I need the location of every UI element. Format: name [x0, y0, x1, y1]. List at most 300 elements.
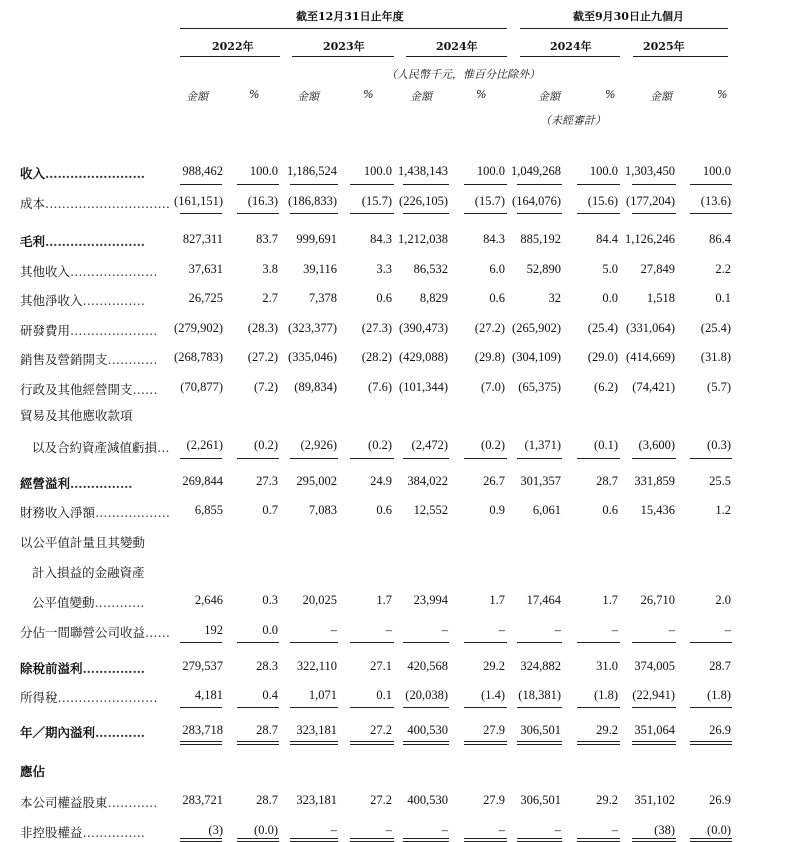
underline-rule [690, 458, 732, 459]
underline-rule [517, 642, 562, 643]
percent-cell: 2.2 [715, 262, 731, 276]
percent-cell: (7.0) [481, 380, 505, 394]
underline-rule [290, 642, 338, 643]
percent-cell: 84.4 [596, 232, 618, 246]
year-2024: 2024年 [436, 40, 478, 53]
amount-cell: 323,181 [296, 793, 337, 807]
leader-dots: … [157, 440, 170, 455]
amount-cell: 32 [548, 291, 561, 305]
amount-cell: 8,829 [419, 291, 448, 305]
amount-cell: (3) [208, 823, 223, 837]
percent-cell: 0.1 [376, 688, 392, 702]
amount-cell: (335,046) [288, 350, 337, 364]
amount-cell: (268,783) [174, 350, 223, 364]
underline-rule [690, 707, 732, 708]
percent-cell: (27.2) [247, 350, 278, 364]
row-label: 經營溢利…………… [20, 476, 133, 491]
leader-dots: …………………… [45, 234, 146, 249]
underline-rule [180, 642, 222, 643]
amount-cell: (414,669) [626, 350, 675, 364]
percent-cell: 0.6 [602, 503, 618, 517]
percent-cell: (6.2) [594, 380, 618, 394]
amount-cell: 2,646 [194, 593, 223, 607]
amount-cell: 988,462 [182, 164, 223, 178]
amount-cell: (74,421) [632, 380, 675, 394]
double-underline-rule [403, 741, 449, 745]
percent-cell: 28.3 [256, 659, 278, 673]
percent-cell: (0.1) [594, 438, 618, 452]
percent-cell: 86.4 [709, 232, 731, 246]
underline-rule [464, 458, 507, 459]
row-label: 計入損益的金融資產 [32, 565, 145, 580]
row-label: 本公司權益股東………… [20, 795, 158, 810]
amount-cell: 1,212,038 [398, 232, 448, 246]
underline-rule [350, 458, 394, 459]
amount-cell: 324,882 [520, 659, 561, 673]
amount-cell: 4,181 [194, 688, 223, 702]
percent-cell: (0.0) [254, 823, 278, 837]
underline-rule [632, 213, 676, 214]
amount-cell: (331,064) [626, 321, 675, 335]
percent-cell: 2.0 [715, 593, 731, 607]
underline-rule [180, 213, 222, 214]
underline-rule [350, 642, 394, 643]
percent-cell: 28.7 [256, 793, 278, 807]
underline-rule [632, 184, 676, 185]
underline-rule [290, 184, 338, 185]
leader-dots: …… [132, 382, 158, 397]
percent-cell: 6.0 [489, 262, 505, 276]
percent-cell: 5.0 [602, 262, 618, 276]
leader-dots: ………………………… [45, 196, 171, 211]
amount-cell: (186,833) [288, 194, 337, 208]
leader-dots: ………………… [70, 323, 158, 338]
double-underline-rule [237, 838, 279, 842]
double-underline-rule [403, 838, 449, 842]
amount-cell: 23,994 [413, 593, 448, 607]
amount-cell: 15,436 [640, 503, 675, 517]
row-label: 分佔一間聯營公司收益…… [20, 625, 171, 640]
header-group-9m: 截至9月30日止九個月 [573, 10, 684, 23]
percent-cell: 24.9 [370, 474, 392, 488]
amount-cell: 1,438,143 [398, 164, 448, 178]
amount-cell: – [554, 623, 561, 637]
leader-dots: ………… [94, 595, 145, 610]
amount-cell: 17,464 [526, 593, 561, 607]
year-rule-2024-9m [520, 56, 620, 57]
percent-cell: (1.4) [481, 688, 505, 702]
percent-cell: 27.1 [370, 659, 392, 673]
underline-rule [632, 642, 676, 643]
underline-rule [403, 707, 449, 708]
leader-dots: …………………… [57, 690, 158, 705]
percent-cell: 29.2 [596, 723, 618, 737]
amount-cell: 192 [204, 623, 223, 637]
row-label: 非控股權益…………… [20, 825, 146, 840]
year-rule-2023 [292, 56, 394, 57]
underline-rule [237, 458, 279, 459]
amount-col-header: 金額 [538, 90, 560, 103]
amount-cell: 400,530 [407, 793, 448, 807]
percent-cell: (7.6) [368, 380, 392, 394]
unit-note: （人民幣千元，惟百分比除外） [386, 68, 540, 81]
underline-rule [237, 213, 279, 214]
amount-cell: 27,849 [640, 262, 675, 276]
row-label: 以及合約資產減值虧損… [32, 440, 170, 455]
amount-col-header: 金額 [650, 90, 672, 103]
percent-cell: 29.2 [596, 793, 618, 807]
underline-rule [577, 458, 620, 459]
amount-cell: (265,902) [512, 321, 561, 335]
percent-cell: (27.3) [361, 321, 392, 335]
header-group-fy: 截至12月31日止年度 [296, 10, 404, 23]
percent-cell: 0.7 [262, 503, 278, 517]
underline-rule [350, 184, 394, 185]
percent-cell: 1.2 [715, 503, 731, 517]
amount-cell: (161,151) [174, 194, 223, 208]
percent-cell: 2.7 [262, 291, 278, 305]
percent-cell: (0.3) [707, 438, 731, 452]
amount-cell: (89,834) [294, 380, 337, 394]
double-underline-rule [180, 838, 222, 842]
underline-rule [517, 707, 562, 708]
amount-cell: (390,473) [399, 321, 448, 335]
amount-cell: – [668, 623, 675, 637]
underline-rule [290, 458, 338, 459]
underline-rule [403, 184, 449, 185]
percent-cell: (29.0) [587, 350, 618, 364]
double-underline-rule [632, 741, 676, 745]
underline-rule [690, 213, 732, 214]
underline-rule [632, 707, 676, 708]
amount-cell: 1,186,524 [287, 164, 337, 178]
leader-dots: …………… [82, 293, 146, 308]
percent-cell: (27.2) [474, 321, 505, 335]
percent-cell: 83.7 [256, 232, 278, 246]
percent-cell: 27.2 [370, 793, 392, 807]
amount-cell: (3,600) [638, 438, 675, 452]
row-label: 所得稅…………………… [20, 690, 158, 705]
row-label: 毛利…………………… [20, 234, 146, 249]
leader-dots: …… [145, 625, 171, 640]
amount-cell: (101,344) [399, 380, 448, 394]
leader-dots: …………… [70, 476, 133, 491]
amount-cell: 323,181 [296, 723, 337, 737]
amount-cell: 1,071 [308, 688, 337, 702]
amount-cell: 351,102 [634, 793, 675, 807]
leader-dots: …………… [82, 825, 146, 840]
amount-cell: (1,371) [524, 438, 561, 452]
underline-rule [577, 184, 620, 185]
leader-dots: ………… [107, 352, 158, 367]
percent-cell: 100.0 [589, 164, 618, 178]
percent-cell: 28.7 [596, 474, 618, 488]
amount-cell: (323,377) [288, 321, 337, 335]
double-underline-rule [290, 741, 338, 745]
year-rule-2024 [406, 56, 507, 57]
amount-cell: (177,204) [626, 194, 675, 208]
percent-cell: 27.9 [483, 723, 505, 737]
year-2024-9m: 2024年 [550, 40, 592, 53]
underline-rule [290, 707, 338, 708]
percent-cell: 3.3 [376, 262, 392, 276]
amount-cell: 26,725 [188, 291, 223, 305]
amount-cell: 420,568 [407, 659, 448, 673]
percent-cell: 26.9 [709, 723, 731, 737]
percent-cell: 26.7 [483, 474, 505, 488]
row-label: 應佔 [20, 764, 46, 779]
amount-cell: (38) [654, 823, 675, 837]
leader-dots: ………………… [70, 264, 158, 279]
double-underline-rule [464, 741, 507, 745]
percent-cell: 29.2 [483, 659, 505, 673]
amount-cell: 885,192 [520, 232, 561, 246]
amount-cell: 6,855 [194, 503, 223, 517]
percent-cell: 1.7 [376, 593, 392, 607]
percent-cell: – [498, 823, 505, 837]
underline-rule [403, 642, 449, 643]
double-underline-rule [350, 838, 394, 842]
amount-cell: – [441, 623, 448, 637]
percent-cell: (15.7) [474, 194, 505, 208]
amount-cell: (20,038) [405, 688, 448, 702]
amount-cell: (429,088) [399, 350, 448, 364]
percent-cell: (5.7) [707, 380, 731, 394]
year-2025-9m: 2025年 [643, 40, 685, 53]
percent-cell: (28.2) [361, 350, 392, 364]
percent-cell: – [611, 823, 618, 837]
percent-cell: 0.6 [376, 291, 392, 305]
underline-rule [464, 707, 507, 708]
percent-cell: (15.7) [361, 194, 392, 208]
pct-col-header: % [249, 88, 260, 101]
underline-rule [403, 213, 449, 214]
amount-cell: (22,941) [632, 688, 675, 702]
amount-cell: (65,375) [518, 380, 561, 394]
percent-cell: 0.1 [715, 291, 731, 305]
pct-col-header: % [717, 88, 728, 101]
row-label: 其他淨收入…………… [20, 293, 146, 308]
double-underline-rule [577, 741, 620, 745]
year-rule-2022 [180, 56, 280, 57]
amount-cell: (2,472) [411, 438, 448, 452]
year-2022: 2022年 [212, 40, 254, 53]
percent-cell: (15.6) [587, 194, 618, 208]
percent-cell: 31.0 [596, 659, 618, 673]
amount-cell: 37,631 [188, 262, 223, 276]
percent-cell: 0.0 [602, 291, 618, 305]
percent-cell: 100.0 [363, 164, 392, 178]
amount-cell: 39,116 [303, 262, 337, 276]
amount-cell: 1,049,268 [511, 164, 561, 178]
underline-rule [577, 707, 620, 708]
percent-cell: 27.9 [483, 793, 505, 807]
amount-cell: 374,005 [634, 659, 675, 673]
percent-cell: 27.2 [370, 723, 392, 737]
amount-cell: 827,311 [182, 232, 223, 246]
leader-dots: …………… [82, 661, 146, 676]
underline-rule [290, 213, 338, 214]
underline-rule [237, 642, 279, 643]
amount-cell: 52,890 [526, 262, 561, 276]
amount-cell: (18,381) [518, 688, 561, 702]
underline-rule [517, 458, 562, 459]
row-label: 年／期內溢利………… [20, 725, 146, 740]
amount-cell: 7,378 [308, 291, 337, 305]
amount-cell: – [330, 823, 337, 837]
underline-rule [690, 184, 732, 185]
pct-col-header: % [605, 88, 616, 101]
amount-cell: (2,261) [186, 438, 223, 452]
amount-cell: 1,126,246 [625, 232, 675, 246]
amount-cell: 6,061 [532, 503, 561, 517]
underline-rule [180, 707, 222, 708]
percent-cell: (16.3) [247, 194, 278, 208]
percent-cell: 100.0 [249, 164, 278, 178]
amount-cell: 306,501 [520, 793, 561, 807]
amount-cell: – [330, 623, 337, 637]
underline-rule [464, 213, 507, 214]
amount-cell: (2,926) [300, 438, 337, 452]
percent-cell: 1.7 [602, 593, 618, 607]
percent-cell: (0.0) [707, 823, 731, 837]
percent-cell: (0.2) [368, 438, 392, 452]
row-label: 研發費用………………… [20, 323, 158, 338]
percent-cell: (1.8) [707, 688, 731, 702]
leader-dots: …………………… [45, 166, 146, 181]
amount-cell: 400,530 [407, 723, 448, 737]
amount-cell: 20,025 [302, 593, 337, 607]
underline-rule [403, 458, 449, 459]
amount-cell: 999,691 [296, 232, 337, 246]
amount-cell: (226,105) [399, 194, 448, 208]
double-underline-rule [690, 741, 732, 745]
underline-rule [180, 184, 222, 185]
row-label: 行政及其他經營開支…… [20, 382, 158, 397]
double-underline-rule [180, 741, 222, 745]
percent-cell: (25.4) [587, 321, 618, 335]
percent-cell: 0.3 [262, 593, 278, 607]
underline-rule [577, 642, 620, 643]
amount-cell: (279,902) [174, 321, 223, 335]
double-underline-rule [577, 838, 620, 842]
amount-cell: 283,718 [182, 723, 223, 737]
amount-col-header: 金額 [410, 90, 432, 103]
underline-rule [577, 213, 620, 214]
amount-cell: 283,721 [182, 793, 223, 807]
amount-col-header: 金額 [297, 90, 319, 103]
double-underline-rule [350, 741, 394, 745]
underline-rule [180, 458, 222, 459]
amount-cell: (164,076) [512, 194, 561, 208]
year-2023: 2023年 [323, 40, 365, 53]
percent-cell: 25.5 [709, 474, 731, 488]
amount-cell: – [441, 823, 448, 837]
percent-cell: 0.6 [489, 291, 505, 305]
percent-cell: 84.3 [370, 232, 392, 246]
row-label: 銷售及營銷開支………… [20, 352, 158, 367]
underline-rule [464, 184, 507, 185]
amount-cell: 7,083 [308, 503, 337, 517]
percent-cell: 28.7 [256, 723, 278, 737]
row-label: 以公平值計量且其變動 [20, 535, 146, 550]
percent-cell: (25.4) [700, 321, 731, 335]
amount-cell: – [554, 823, 561, 837]
amount-cell: 331,859 [634, 474, 675, 488]
amount-cell: 384,022 [407, 474, 448, 488]
double-underline-rule [690, 838, 732, 842]
underline-rule [237, 707, 279, 708]
leader-dots: ………… [95, 725, 146, 740]
percent-cell: 27.3 [256, 474, 278, 488]
percent-cell: 26.9 [709, 793, 731, 807]
pct-col-header: % [476, 88, 487, 101]
amount-cell: 269,844 [182, 474, 223, 488]
row-label: 財務收入淨額……………… [20, 505, 171, 520]
percent-cell: 28.7 [709, 659, 731, 673]
percent-cell: (29.8) [474, 350, 505, 364]
header-rule-fy [180, 28, 507, 29]
row-label: 除稅前溢利…………… [20, 661, 146, 676]
double-underline-rule [517, 741, 562, 745]
amount-cell: (304,109) [512, 350, 561, 364]
double-underline-rule [464, 838, 507, 842]
amount-cell: 295,002 [296, 474, 337, 488]
amount-cell: (70,877) [180, 380, 223, 394]
amount-cell: 12,552 [413, 503, 448, 517]
row-label: 其他收入………………… [20, 264, 158, 279]
percent-cell: – [385, 623, 392, 637]
percent-cell: 0.0 [262, 623, 278, 637]
pct-col-header: % [363, 88, 374, 101]
amount-cell: 322,110 [296, 659, 337, 673]
underline-rule [632, 458, 676, 459]
percent-cell: 1.7 [489, 593, 505, 607]
row-label: 公平值變動………… [32, 595, 145, 610]
underline-rule [237, 184, 279, 185]
percent-cell: – [498, 623, 505, 637]
amount-cell: 1,518 [646, 291, 675, 305]
percent-cell: – [611, 623, 618, 637]
year-rule-2025-9m [633, 56, 728, 57]
row-label: 貿易及其他應收款項 [20, 408, 133, 423]
unaudited-note: （未經審計） [540, 114, 606, 127]
leader-dots: ……………… [95, 505, 171, 520]
percent-cell: 0.9 [489, 503, 505, 517]
underline-rule [350, 707, 394, 708]
amount-cell: 306,501 [520, 723, 561, 737]
percent-cell: – [724, 623, 731, 637]
percent-cell: 84.3 [483, 232, 505, 246]
double-underline-rule [517, 838, 562, 842]
percent-cell: – [385, 823, 392, 837]
percent-cell: (1.8) [594, 688, 618, 702]
amount-cell: 301,357 [520, 474, 561, 488]
underline-rule [464, 642, 507, 643]
double-underline-rule [237, 741, 279, 745]
underline-rule [690, 642, 732, 643]
percent-cell: 100.0 [476, 164, 505, 178]
row-label: 收入…………………… [20, 166, 146, 181]
percent-cell: 0.6 [376, 503, 392, 517]
amount-cell: 351,064 [634, 723, 675, 737]
double-underline-rule [290, 838, 338, 842]
row-label: 成本………………………… [20, 196, 171, 211]
amount-cell: 26,710 [640, 593, 675, 607]
percent-cell: 0.4 [262, 688, 278, 702]
amount-cell: 1,303,450 [625, 164, 675, 178]
double-underline-rule [632, 838, 676, 842]
